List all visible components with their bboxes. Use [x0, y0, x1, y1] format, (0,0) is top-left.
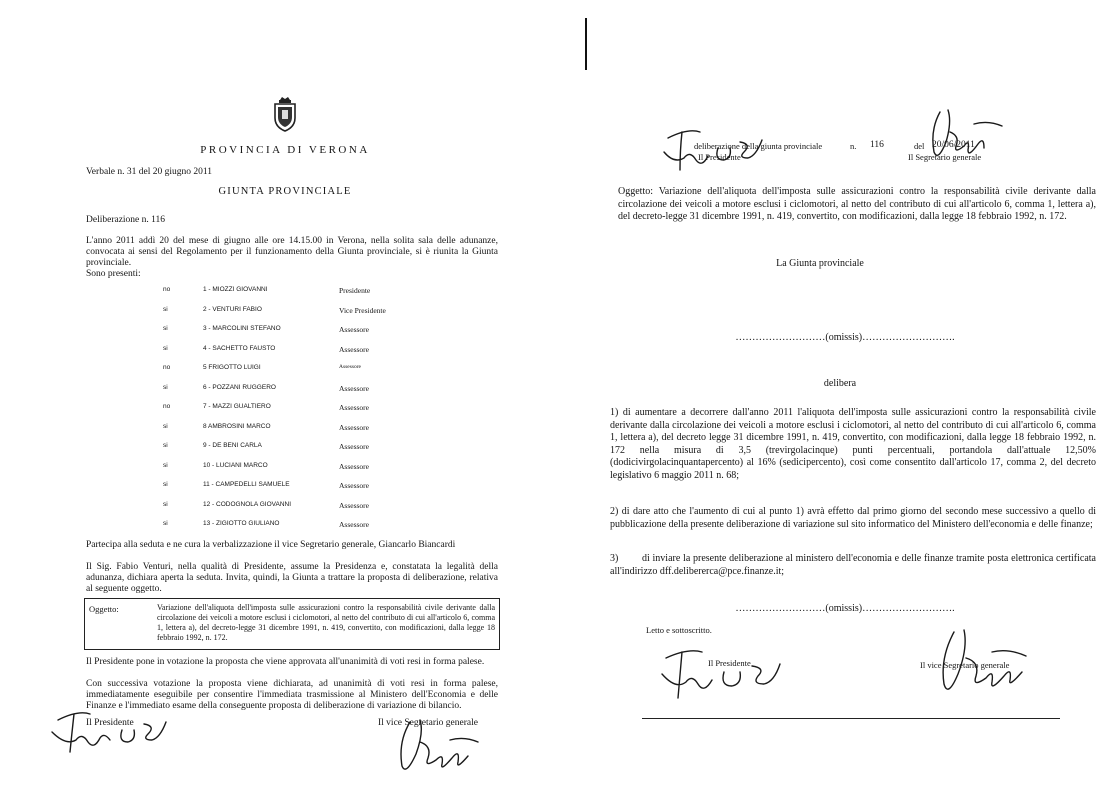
ref-n-label: n. [850, 141, 857, 151]
member-role: Assessore [339, 442, 369, 451]
list-item [163, 501, 583, 513]
member-name: 8 AMBROSINI MARCO [203, 422, 271, 430]
member-name: 4 - SACHETTO FAUSTO [203, 344, 276, 352]
oggetto-label: Oggetto: [89, 604, 119, 614]
point-1: 1) di aumentare a decorrere dall'anno 2011 l'aliquota dell'imposta sulle assicurazioni contro la responsabilità civile derivante dalla circolazione dei veicoli a motore esclusi i ciclomotori, al netto del contributo di cui all'articolo 6, comma 1, lettera a), del decreto legge 31 dicembre 1991, n. 419, convertito, con modificazioni, dalla legge 18 febbraio 1992, n. 172 nella misura di 3,5 (trevirgolacinque) punti percentuali, portandola dall'attuale 12,50% (dodicivirgolacinquantapercento) al 16% (sedicipercento), così come consentito dall'articolo 17, comma 2, del decreto legislativo 6 maggio 2011 n. 68; [610, 407, 1096, 481]
ref-label: deliberazione della giunta provinciale [694, 141, 823, 151]
list-item [163, 325, 583, 337]
member-name: 13 - ZIGIOTTO GIULIANO [203, 520, 280, 527]
list-item [163, 481, 583, 493]
member-name: 1 - MIOZZI GIOVANNI [203, 286, 268, 293]
member-role: Vice Presidente [339, 305, 386, 315]
bottom-rule [642, 718, 1060, 719]
partecipa-paragraph: Partecipa alla seduta e ne cura la verbalizzazione il vice Segretario generale, Giancarlo Biancardi [86, 540, 456, 550]
secretary-signature-icon [380, 712, 490, 782]
member-role: Assessore [339, 344, 369, 354]
member-name: 2 - VENTURI FABIO [203, 305, 262, 313]
oggetto-paragraph: Oggetto: Variazione dell'aliquota dell'imposta sulle assicurazioni contro la responsabilità civile derivante dalla circolazione dei veicoli a motore esclusi i ciclomotori, al netto del contributo di cui all'articolo 6, comma 1, lettera a), del decreto-legge 31 dicembre 1991, n. 419, convertito, con modificazioni, dalla legge 18 febbraio 1992, n. 172. [618, 186, 1096, 222]
member-name: 5 FRIGOTTO LUIGI [203, 364, 261, 371]
ref-segretario: Il Segretario generale [908, 152, 982, 162]
successiva-paragraph: Con successiva votazione la proposta viene dichiarata, ad unanimità di voti resi in forma palese, immediatamente eseguibile per consentire l'immediata trasmissione al Ministero dell'Economia e delle Finanze e l'immediato esame della conseguente proposta di deliberazione di variazione di bilancio. [86, 679, 498, 711]
province-name: PROVINCIA DI VERONA [200, 144, 370, 156]
member-role: Assessore [339, 383, 369, 393]
vice-secretary-sign-label: Il vice Segretario generale [378, 718, 478, 728]
list-item [163, 345, 583, 357]
point-2: 2) di dare atto che l'aumento di cui al punto 1) avrà effetto dal primo giorno del secondo mese successivo a quello di pubblicazione della presente deliberazione di variazione sul sito informatico del Ministero dell'economia e delle finanze; [610, 506, 1096, 530]
sig-presidente-label: Il Presidente [708, 658, 751, 668]
list-item [163, 286, 583, 298]
member-role: Assessore [339, 481, 369, 490]
member-role: Assessore [339, 325, 369, 334]
votazione-paragraph: Il Presidente pone in votazione la proposta che viene approvata all'unanimità di voti resi in forma palese. [86, 657, 485, 667]
presence-value: si [163, 383, 168, 391]
presence-value: si [163, 481, 168, 488]
presence-value: no [163, 364, 171, 371]
list-item [163, 423, 583, 435]
president-sign-label: Il Presidente [86, 718, 134, 728]
list-item [163, 364, 583, 376]
ref-del: del [914, 141, 925, 151]
member-role: Assessore [339, 403, 369, 412]
presence-value: no [163, 286, 171, 293]
list-item [163, 403, 583, 415]
presence-value: si [163, 422, 168, 430]
attendance-list [163, 286, 583, 536]
point-3: di inviare la presente deliberazione al ministero dell'economia e delle finanze tramite posta elettronica certificata all'indirizzo dff.delibererca@pce.finanze.it; [610, 553, 1096, 577]
member-role: Assessore [339, 520, 369, 529]
scan-mark [585, 18, 587, 70]
president-paragraph: Il Sig. Fabio Venturi, nella qualità di Presidente, assume la Presidenza e, constatata la legalità della adunanza, dichiara aperta la seduta. Invita, quindi, la Giunta a trattare la proposta di deliberazione, relativa al seguente oggetto. [86, 562, 498, 594]
presenti-label: Sono presenti: [86, 269, 141, 279]
ref-date: 20/06/2011 [932, 140, 975, 150]
member-name: 6 - POZZANI RUGGERO [203, 383, 276, 391]
ref-presidente: Il Presidente [698, 152, 741, 162]
presence-value: si [163, 520, 168, 527]
bottom-secretary-signature-icon [926, 622, 1036, 706]
member-name: 7 - MAZZI GUALTIERO [203, 403, 271, 410]
verbale-line: Verbale n. 31 del 20 giugno 2011 [86, 167, 213, 177]
presence-value: si [163, 442, 168, 449]
delibera-heading: delibera [823, 378, 857, 389]
presence-value: si [163, 461, 168, 469]
list-item [163, 384, 583, 396]
member-name: 9 - DE BENI CARLA [203, 442, 262, 449]
sig-segretario-label: Il vice Segretario generale [920, 660, 1010, 670]
list-item [163, 520, 583, 532]
ref-number: 116 [870, 140, 884, 150]
header-president-signature-icon [660, 124, 770, 182]
list-item [163, 306, 583, 318]
list-item [163, 442, 583, 454]
member-role: Assessore [339, 422, 369, 432]
presence-value: no [163, 403, 171, 410]
member-name: 3 - MARCOLINI STEFANO [203, 325, 281, 332]
presence-value: si [163, 500, 168, 508]
member-name: 11 - CAMPEDELLI SAMUELE [203, 481, 290, 488]
giunta-heading: La Giunta provinciale [776, 258, 864, 269]
oggetto-box [84, 598, 500, 650]
member-role: Assessore [339, 500, 369, 510]
right-page [560, 0, 1118, 800]
bottom-president-signature-icon [656, 642, 786, 712]
omissis-second: ………………………(omissis)………………………. [735, 603, 955, 614]
member-role: Assessore [339, 461, 369, 471]
member-name: 10 - LUCIANI MARCO [203, 461, 268, 469]
omissis-first: ………………………(omissis)………………………. [735, 332, 955, 343]
giunta-title: GIUNTA PROVINCIALE [218, 186, 352, 197]
presence-value: si [163, 305, 168, 313]
presence-value: si [163, 344, 168, 352]
list-item [163, 462, 583, 474]
letto-sottoscritto: Letto e sottoscritto. [646, 625, 712, 635]
province-crest-icon [272, 96, 298, 132]
member-role: Presidente [339, 286, 371, 295]
deliberazione-number: Deliberazione n. 116 [86, 215, 166, 225]
header-secretary-signature-icon [918, 104, 1008, 168]
presence-value: si [163, 325, 168, 332]
point-3-number: 3) [610, 553, 619, 564]
member-role: Assessore [339, 364, 361, 370]
member-name: 12 - CODOGNOLA GIOVANNI [203, 500, 292, 508]
oggetto-text: Variazione dell'aliquota dell'imposta sulle assicurazioni contro la responsabilità civile derivante dalla circolazione dei veicoli a motore esclusi i ciclomotori, al netto del contributo di cui all'articolo 6, comma 1, lettera a), del decreto-legge 31 dicembre 1991, n. 419, convertito, con modificazioni, dalla legge 18 febbraio 1992, n. 172. [157, 603, 495, 642]
intro-paragraph: L'anno 2011 addì 20 del mese di giugno alle ore 14.15.00 in Verona, nella solita sala delle adunanze, convocata ai sensi del Regolamento per il funzionamento della Giunta provinciale, si è riunita la Giunta provinciale. [86, 236, 498, 268]
president-signature-icon [48, 702, 178, 764]
